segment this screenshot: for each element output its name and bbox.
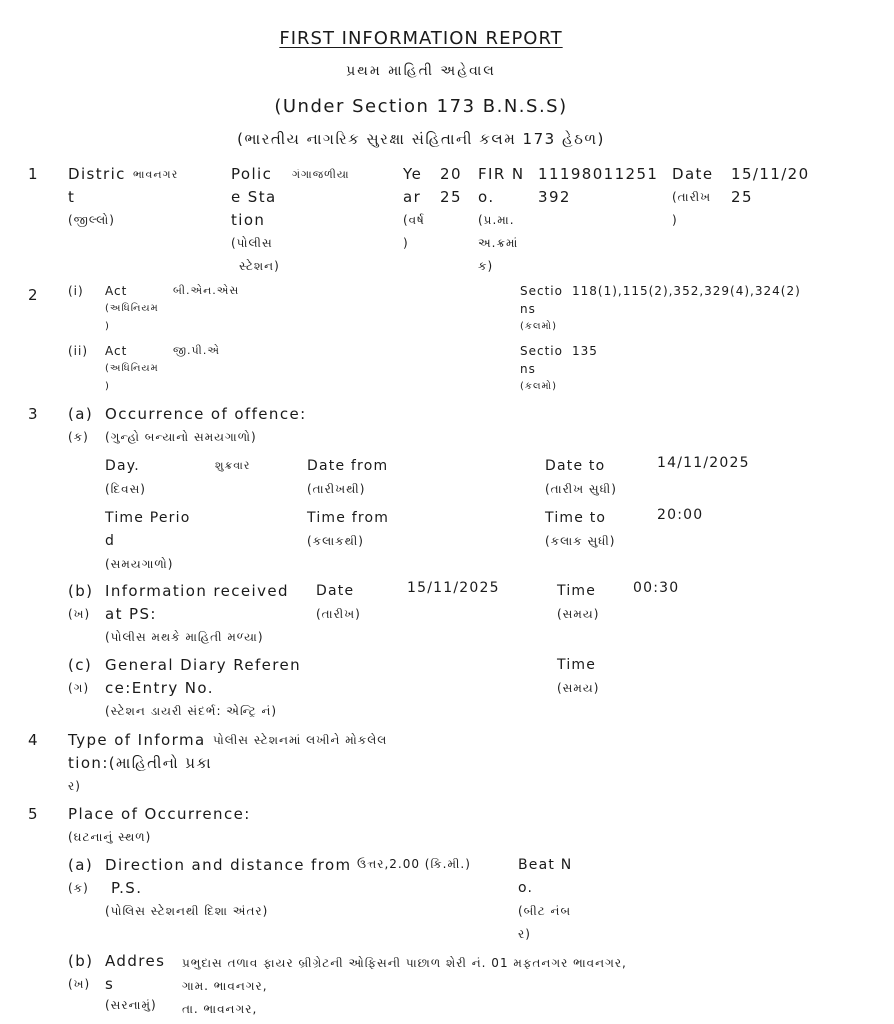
date-label: Date (તારીખ ) [672,165,714,227]
sections-value-1: 118(1),115(2),352,329(4),324(2) [572,284,801,298]
direction-distance-value: ઉત્તર,2.00 (કિ.મી.) [357,857,471,871]
act-index-2: (ii) [68,344,89,358]
district-label: Distric t (જીલ્લો) [68,165,126,227]
direction-index: (a) (ક) [68,856,94,895]
fir-number-value: 11198011251 392 [538,165,659,206]
date-to-value: 14/11/2025 [657,455,750,471]
beat-number-label: Beat N o. (બીટ નંબ ર) [518,857,573,941]
report-title: FIRST INFORMATION REPORT [279,28,563,49]
sections-label-2: Sectio ns (કલમો) [520,344,563,392]
place-of-occurrence-label: Place of Occurrence: (ઘટનાનું સ્થળ) [68,805,251,844]
row-number-4: 4 [28,731,39,749]
diary-time-label: Time (સમય) [557,657,600,695]
act-value-1: બી.એન.એસ [173,284,240,297]
time-to-label: Time to (કલાક સુધી) [545,510,616,548]
report-title-gujarati: પ્રથમ માહિતી અહેવાલ [346,63,496,79]
day-label: Day. (દિવસ) [105,458,146,496]
act-label-1: Act (અધિનિયમ ) [105,284,159,332]
fir-number-label: FIR N o. (પ્ર.મા. અ.ક્રમાં ક) [478,165,525,273]
info-type-label: Type of Informa tion:(માહિતીનો પ્રકા ર) [68,731,213,793]
occurrence-index: (a) (ક) [68,405,94,444]
info-received-label: Information received at PS: (પોલીસ મથકે માહિતી મળ્યા) [105,582,289,644]
sections-value-2: 135 [572,344,598,358]
act-label-2: Act (અધિનિયમ ) [105,344,159,392]
time-from-label: Time from (કલાકથી) [307,510,390,548]
act-index-1: (i) [68,284,84,298]
info-date-label: Date (તારીખ) [316,583,361,621]
row-number-5: 5 [28,805,39,823]
district-value: ભાવનગર [133,168,179,181]
info-time-label: Time (સમય) [557,583,600,621]
address-label: Addres s [105,952,166,993]
address-value: પ્રભુદાસ તળાવ ફાયર બ્રીગ્રેટની ઓફિસની પાછાળ શેરી નં. 01 મફતનગર ભાવનગર, ગામ. ભાવનગર, તા. ભાવનગર, [182,956,627,1016]
police-station-label: Polic e Sta tion (પોલીસ સ્ટેશન) [231,165,280,273]
section-heading: (Under Section 173 B.N.S.S) [274,96,568,117]
date-value: 15/11/20 25 [731,165,810,206]
sections-label-1: Sectio ns (કલમો) [520,284,563,332]
time-period-label: Time Perio d (સમયગાળો) [105,510,191,571]
row-number-2: 2 [28,286,39,304]
section-heading-gujarati: (ભારતીય નાગરિક સુરક્ષા સંહિતાની કલમ 173 હેઠળ) [237,130,605,148]
info-type-value: પોલીસ સ્ટેશનમાં લખીને મોકલેલ [213,733,388,747]
row-number-3: 3 [28,405,39,423]
act-value-2: જી.પી.એ [173,344,220,357]
date-to-label: Date to (તારીખ સુધી) [545,458,617,496]
occurrence-label: Occurrence of offence: (ગુન્હો બન્યાનો સમયગાળો) [105,405,307,444]
date-from-label: Date from (તારીખથી) [307,458,389,496]
time-to-value: 20:00 [657,507,704,523]
diary-index: (c) (ગ) [68,656,93,695]
info-date-value: 15/11/2025 [407,580,500,596]
year-value: 20 25 [440,165,462,206]
diary-reference-label: General Diary Referen ce:Entry No. (સ્ટેશન ડાયરી સંદર્ભ: એન્ટ્રિ નં) [105,656,302,718]
police-station-value: ગંગાજળીયા [292,168,350,181]
year-label: Ye ar (વર્ષ ) [403,165,425,250]
day-value: શુક્રવાર [215,459,251,472]
address-index: (b) (ખ) [68,952,94,991]
direction-distance-label: Direction and distance from P.S. (પોલિસ સ્ટેશનથી દિશા અંતર) [105,856,352,918]
info-received-index: (b) (ખ) [68,582,94,621]
info-time-value: 00:30 [633,580,680,596]
address-label-gujarati: (સરનામું) [105,998,157,1012]
row-number-1: 1 [28,165,39,183]
